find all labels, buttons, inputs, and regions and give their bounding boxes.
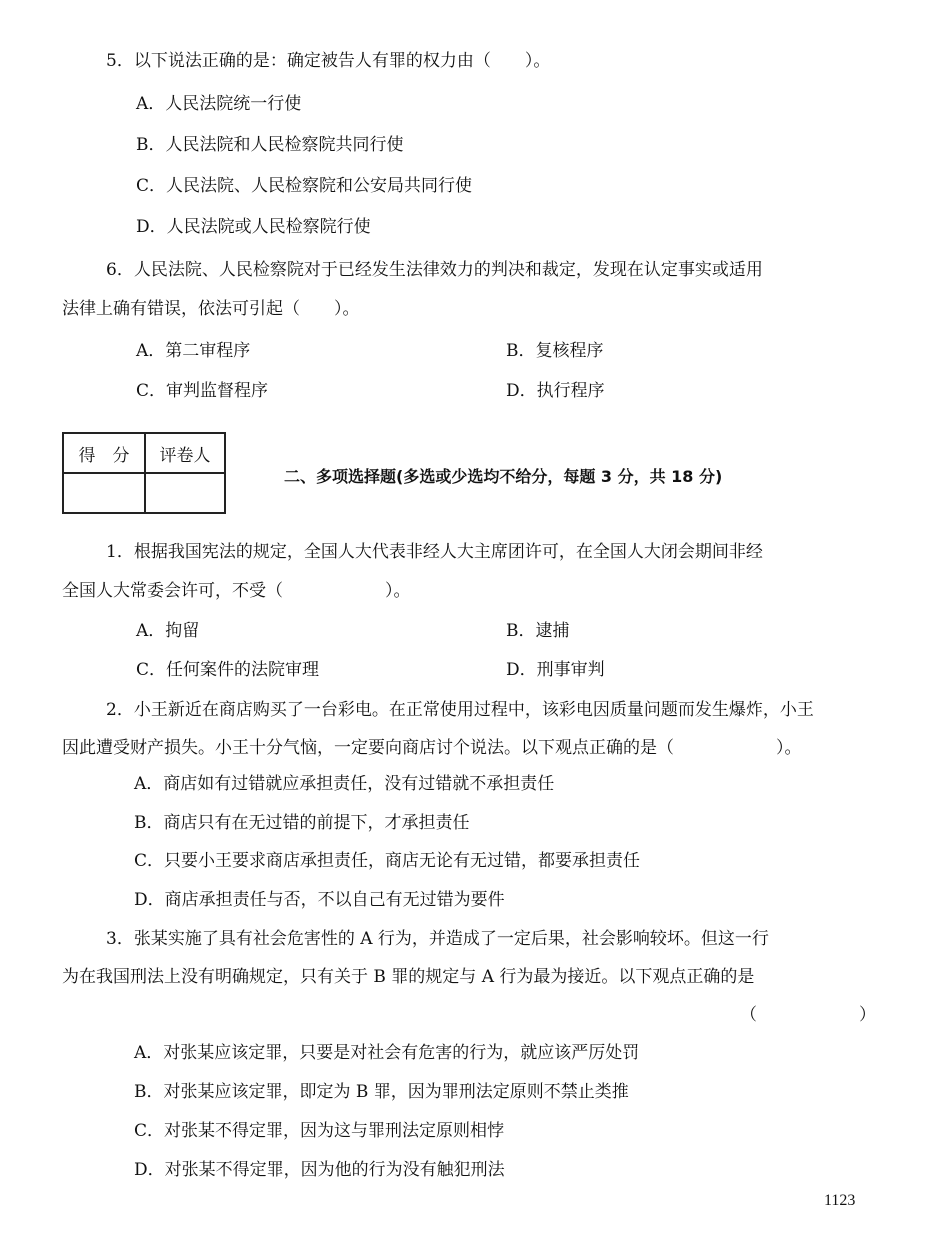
m3-answer-blank: （ ） [740, 1005, 876, 1025]
section-title: 二、多项选择题(多选或少选均不给分，每题 3 分，共 18 分) [284, 467, 723, 486]
m1-stem-line1: 1．根据我国宪法的规定，全国人大代表非经人大主席团许可，在全国人大闭会期间非经 [106, 542, 763, 562]
m3-option-a: A．对张某应该定罪，只要是对社会有危害的行为，就应该严厉处罚 [134, 1043, 640, 1063]
m3-stem-line1: 3．张某实施了具有社会危害性的 A 行为，并造成了一定后果，社会影响较坏。但这一行 [106, 929, 769, 949]
m1-option-c: C．任何案件的法院审理 [136, 660, 320, 680]
m1-option-a: A．拘留 [136, 621, 200, 641]
q6-stem-line2: 法律上确有错误，依法可引起（ ）。 [62, 299, 360, 319]
q5-option-a: A．人民法院统一行使 [136, 94, 302, 114]
m3-option-b: B．对张某应该定罪，即定为 B 罪，因为罪刑法定原则不禁止类推 [134, 1082, 629, 1102]
m2-stem-line2: 因此遭受财产损失。小王十分气恼，一定要向商店讨个说法。以下观点正确的是（ ）。 [62, 738, 802, 758]
m2-option-a: A．商店如有过错就应承担责任，没有过错就不承担责任 [134, 774, 555, 794]
page-number: 1123 [824, 1192, 856, 1209]
q6-option-d: D．执行程序 [506, 381, 605, 401]
q6-option-a: A．第二审程序 [136, 341, 251, 361]
q6-stem-line1: 6．人民法院、人民检察院对于已经发生法律效力的判决和裁定，发现在认定事实或适用 [106, 260, 763, 280]
m2-option-b: B．商店只有在无过错的前提下，才承担责任 [134, 813, 470, 833]
score-table [62, 432, 226, 514]
grader-header: 评卷人 [145, 433, 225, 473]
m1-option-d: D．刑事审判 [506, 660, 605, 680]
m3-option-c: C．对张某不得定罪，因为这与罪刑法定原则相悖 [134, 1121, 505, 1141]
m3-option-d: D．对张某不得定罪，因为他的行为没有触犯刑法 [134, 1160, 505, 1180]
q6-option-b: B．复核程序 [506, 341, 604, 361]
m3-stem-line2: 为在我国刑法上没有明确规定，只有关于 B 罪的规定与 A 行为最为接近。以下观点正确的是 [62, 967, 755, 987]
m2-stem-line1: 2．小王新近在商店购买了一台彩电。在正常使用过程中，该彩电因质量问题而发生爆炸，小王 [106, 700, 814, 720]
q5-option-c: C．人民法院、人民检察院和公安局共同行使 [136, 176, 473, 196]
score-header: 得 分 [63, 433, 145, 473]
q6-option-c: C．审判监督程序 [136, 381, 269, 401]
q5-option-d: D．人民法院或人民检察院行使 [136, 217, 371, 237]
grader-cell [145, 473, 225, 513]
m2-option-d: D．商店承担责任与否，不以自己有无过错为要件 [134, 890, 505, 910]
m2-option-c: C．只要小王要求商店承担责任，商店无论有无过错，都要承担责任 [134, 851, 641, 871]
m1-stem-line2: 全国人大常委会许可，不受（ ）。 [62, 581, 411, 601]
q5-option-b: B．人民法院和人民检察院共同行使 [136, 135, 404, 155]
q5-stem: 5．以下说法正确的是：确定被告人有罪的权力由（ ）。 [106, 51, 551, 71]
score-cell [63, 473, 145, 513]
m1-option-b: B．逮捕 [506, 621, 570, 641]
